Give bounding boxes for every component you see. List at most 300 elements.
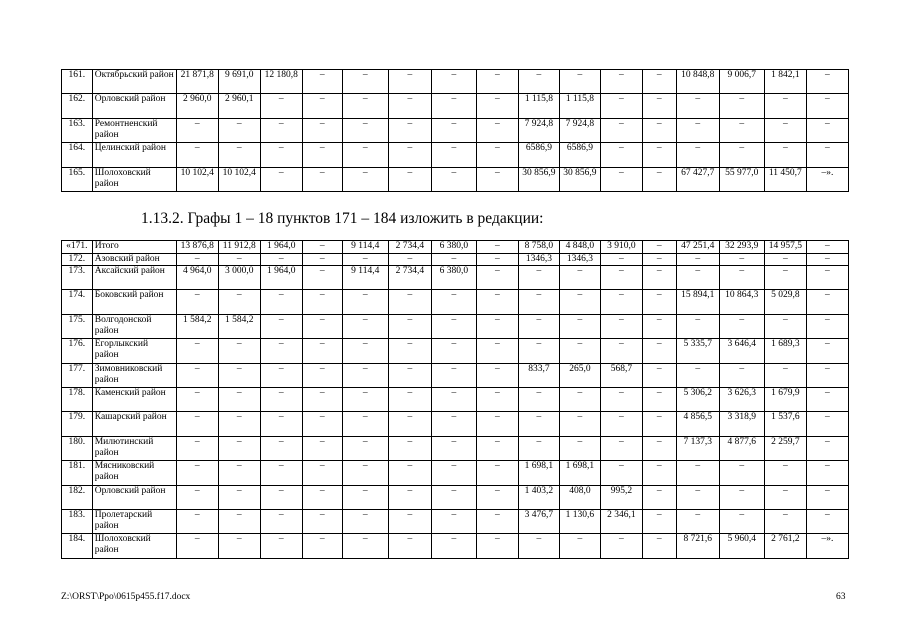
value-cell: – [388,363,431,387]
value-cell: – [764,94,806,118]
value-cell: – [559,266,600,290]
value-cell: – [302,290,342,314]
value-cell: – [302,118,342,142]
value-cell: – [302,412,342,436]
value-cell: 1 115,8 [518,94,559,118]
value-cell: – [388,339,431,363]
value-cell: 1 698,1 [518,461,559,485]
value-cell: – [642,461,676,485]
value-cell: 30 856,9 [518,167,559,191]
value-cell: – [342,314,388,338]
value-cell: 1 584,2 [218,314,260,338]
value-cell: – [218,387,260,411]
value-cell: – [642,253,676,266]
value-cell: – [260,143,302,167]
value-cell: – [388,253,431,266]
value-cell: – [642,509,676,533]
value-cell: – [302,436,342,460]
value-cell: – [806,314,848,338]
value-cell: – [176,118,218,142]
value-cell: – [218,509,260,533]
value-cell: – [388,509,431,533]
value-cell: – [342,253,388,266]
value-cell: 4 964,0 [176,266,218,290]
value-cell: – [218,436,260,460]
value-cell: – [806,70,848,94]
row-number: 184. [62,534,93,558]
table-row [62,118,849,142]
value-cell: – [388,70,431,94]
value-cell: 9 114,4 [342,266,388,290]
value-cell: – [600,290,642,314]
value-cell: – [431,461,476,485]
row-number: 174. [62,290,93,314]
value-cell: – [342,485,388,509]
value-cell: – [476,436,518,460]
value-cell: – [476,485,518,509]
value-cell: – [518,436,559,460]
value-cell: 8 721,6 [676,534,719,558]
value-cell: – [302,143,342,167]
district-name: Волгодонской район [92,314,176,338]
value-cell: – [806,290,848,314]
row-number: 175. [62,314,93,338]
value-cell: – [176,143,218,167]
value-cell: 1346,3 [559,253,600,266]
district-name: Орловский район [92,485,176,509]
value-cell: – [676,118,719,142]
district-name: Орловский район [92,94,176,118]
value-cell: – [218,253,260,266]
value-cell: – [642,387,676,411]
value-cell: 5 335,7 [676,339,719,363]
value-cell: 11 450,7 [764,167,806,191]
district-name: Ремонтненский район [92,118,176,142]
value-cell: – [431,253,476,266]
value-cell: – [218,534,260,558]
value-cell: 1 964,0 [260,266,302,290]
value-cell: – [806,485,848,509]
value-cell: 15 894,1 [676,290,719,314]
value-cell: – [676,461,719,485]
value-cell: – [218,339,260,363]
value-cell: 1 689,3 [764,339,806,363]
value-cell: – [559,339,600,363]
value-cell: – [642,534,676,558]
district-name: Шолоховский район [92,534,176,558]
value-cell: 2 960,1 [218,94,260,118]
table-row [62,412,849,436]
value-cell: 6586,9 [518,143,559,167]
district-name: Зимовниковский район [92,363,176,387]
value-cell: – [518,314,559,338]
value-cell: – [302,363,342,387]
value-cell: – [476,339,518,363]
value-cell: 10 102,4 [176,167,218,191]
value-cell: – [600,143,642,167]
value-cell: – [431,94,476,118]
value-cell: – [559,412,600,436]
value-cell: – [260,253,302,266]
value-cell: 13 876,8 [176,241,218,254]
value-cell: 1 584,2 [176,314,218,338]
value-cell: – [806,241,848,254]
value-cell: – [260,314,302,338]
table-row [62,485,849,509]
value-cell: – [476,387,518,411]
value-cell: 32 293,9 [719,241,764,254]
footer-file-path: Z:\ORST\Ppo\0615p455.f17.docx [61,592,191,602]
value-cell: – [388,118,431,142]
value-cell: – [431,143,476,167]
table-row [62,436,849,460]
value-cell: – [559,436,600,460]
district-name: Аксайский район [92,266,176,290]
district-name: Октябрьский район [92,70,176,94]
value-cell: – [476,70,518,94]
value-cell: – [218,290,260,314]
value-cell: 21 871,8 [176,70,218,94]
table-row [62,339,849,363]
value-cell: – [642,339,676,363]
value-cell: – [806,387,848,411]
value-cell: – [431,339,476,363]
district-name: Егорлыкский район [92,339,176,363]
value-cell: – [642,118,676,142]
value-cell: – [764,461,806,485]
value-cell: – [518,339,559,363]
budget-table-continued [61,69,849,192]
value-cell: 568,7 [600,363,642,387]
value-cell: – [559,534,600,558]
value-cell: 5 306,2 [676,387,719,411]
value-cell: – [388,412,431,436]
value-cell: – [260,290,302,314]
value-cell: 833,7 [518,363,559,387]
value-cell: – [600,314,642,338]
value-cell: – [388,167,431,191]
table-row [62,70,849,94]
value-cell: – [176,412,218,436]
value-cell: – [600,436,642,460]
value-cell: – [176,363,218,387]
value-cell: – [431,412,476,436]
value-cell: – [302,339,342,363]
value-cell: – [431,534,476,558]
value-cell: 6586,9 [559,143,600,167]
value-cell: – [218,143,260,167]
value-cell: – [518,70,559,94]
value-cell: – [476,509,518,533]
value-cell: 8 758,0 [518,241,559,254]
value-cell: – [764,266,806,290]
value-cell: 10 102,4 [218,167,260,191]
value-cell: – [642,290,676,314]
value-cell: – [600,412,642,436]
value-cell: – [676,509,719,533]
value-cell: 1 842,1 [764,70,806,94]
value-cell: – [176,509,218,533]
value-cell: – [764,485,806,509]
value-cell: – [476,314,518,338]
value-cell: – [764,314,806,338]
value-cell: 1 115,8 [559,94,600,118]
value-cell: 3 646,4 [719,339,764,363]
value-cell: – [642,241,676,254]
value-cell: – [642,266,676,290]
value-cell: – [719,143,764,167]
value-cell: – [642,143,676,167]
value-cell: – [806,339,848,363]
value-cell: – [518,266,559,290]
value-cell: – [431,70,476,94]
value-cell: 1 698,1 [559,461,600,485]
table-row [62,461,849,485]
value-cell: – [260,118,302,142]
value-cell: – [806,253,848,266]
value-cell: – [260,412,302,436]
value-cell: – [388,94,431,118]
value-cell: – [676,363,719,387]
page-number: 63 [836,592,846,602]
value-cell: 408,0 [559,485,600,509]
value-cell: 6 380,0 [431,266,476,290]
value-cell: – [764,118,806,142]
value-cell: 995,2 [600,485,642,509]
value-cell: 55 977,0 [719,167,764,191]
value-cell: – [559,290,600,314]
value-cell: – [388,485,431,509]
value-cell: – [260,436,302,460]
value-cell: 30 856,9 [559,167,600,191]
value-cell: –». [806,534,848,558]
value-cell: – [806,266,848,290]
value-cell: – [719,485,764,509]
value-cell: – [518,534,559,558]
row-number: 162. [62,94,93,118]
value-cell: – [476,167,518,191]
value-cell: – [260,387,302,411]
value-cell: – [719,461,764,485]
value-cell: – [176,485,218,509]
value-cell: – [176,387,218,411]
value-cell: – [388,436,431,460]
value-cell: – [260,363,302,387]
value-cell: – [476,363,518,387]
value-cell: – [302,241,342,254]
value-cell: – [176,534,218,558]
value-cell: – [764,253,806,266]
row-number: 161. [62,70,93,94]
value-cell: – [600,534,642,558]
value-cell: – [302,534,342,558]
value-cell: 9 114,4 [342,241,388,254]
value-cell: – [806,412,848,436]
value-cell: – [642,314,676,338]
value-cell: – [431,485,476,509]
value-cell: 1 130,6 [559,509,600,533]
value-cell: 3 318,9 [719,412,764,436]
value-cell: – [302,485,342,509]
value-cell: – [600,461,642,485]
value-cell: – [388,387,431,411]
value-cell: – [476,94,518,118]
value-cell: – [642,94,676,118]
value-cell: – [719,314,764,338]
value-cell: 1346,3 [518,253,559,266]
value-cell: – [676,485,719,509]
value-cell: – [476,290,518,314]
value-cell: 10 848,8 [676,70,719,94]
value-cell: – [642,412,676,436]
value-cell: – [719,363,764,387]
row-number: 180. [62,436,93,460]
value-cell: – [642,167,676,191]
value-cell: 265,0 [559,363,600,387]
value-cell: – [719,118,764,142]
value-cell: – [676,94,719,118]
value-cell: – [600,118,642,142]
value-cell: – [302,167,342,191]
value-cell: – [218,412,260,436]
value-cell: 5 960,4 [719,534,764,558]
row-number: «171. [62,241,93,254]
value-cell: – [476,143,518,167]
value-cell: 10 864,3 [719,290,764,314]
value-cell: 2 960,0 [176,94,218,118]
value-cell: – [518,387,559,411]
value-cell: 4 848,0 [559,241,600,254]
value-cell: – [676,314,719,338]
value-cell: 3 910,0 [600,241,642,254]
value-cell: – [302,461,342,485]
table-row [62,266,849,290]
district-name: Целинский район [92,143,176,167]
value-cell: – [806,118,848,142]
value-cell: – [476,461,518,485]
value-cell: – [342,412,388,436]
value-cell: – [342,94,388,118]
value-cell: – [342,143,388,167]
value-cell: – [559,70,600,94]
value-cell: – [719,509,764,533]
value-cell: 5 029,8 [764,290,806,314]
value-cell: – [342,339,388,363]
value-cell: – [342,509,388,533]
district-name: Каменский район [92,387,176,411]
value-cell: – [676,253,719,266]
value-cell: 2 346,1 [600,509,642,533]
value-cell: – [388,534,431,558]
value-cell: – [342,290,388,314]
district-name: Пролетарский район [92,509,176,533]
row-number: 179. [62,412,93,436]
row-number: 183. [62,509,93,533]
value-cell: – [218,363,260,387]
row-number: 178. [62,387,93,411]
value-cell: 3 476,7 [518,509,559,533]
value-cell: – [518,412,559,436]
value-cell: – [388,461,431,485]
value-cell: – [476,266,518,290]
value-cell: – [176,290,218,314]
value-cell: 1 964,0 [260,241,302,254]
value-cell: – [764,363,806,387]
value-cell: – [218,485,260,509]
value-cell: – [342,534,388,558]
value-cell: – [806,436,848,460]
value-cell: – [431,290,476,314]
row-number: 163. [62,118,93,142]
district-name: Милютинский район [92,436,176,460]
value-cell: – [431,436,476,460]
value-cell: – [176,461,218,485]
value-cell: – [559,314,600,338]
value-cell: – [518,290,559,314]
value-cell: – [342,70,388,94]
value-cell: – [806,143,848,167]
row-number: 177. [62,363,93,387]
value-cell: – [806,509,848,533]
value-cell: – [302,387,342,411]
value-cell: – [176,436,218,460]
value-cell: – [388,290,431,314]
value-cell: 9 006,7 [719,70,764,94]
value-cell: – [600,339,642,363]
value-cell: – [642,363,676,387]
table-row [62,253,849,266]
value-cell: – [302,253,342,266]
budget-table-revised [61,240,849,559]
value-cell: – [260,534,302,558]
table-row [62,314,849,338]
value-cell: – [476,118,518,142]
district-name: Итого [92,241,176,254]
district-name: Мясниковский район [92,461,176,485]
value-cell: 2 734,4 [388,241,431,254]
row-number: 176. [62,339,93,363]
value-cell: – [342,363,388,387]
value-cell: 4 856,5 [676,412,719,436]
value-cell: – [764,509,806,533]
value-cell: – [342,436,388,460]
value-cell: – [431,167,476,191]
value-cell: – [342,167,388,191]
value-cell: – [642,436,676,460]
table-row [62,387,849,411]
value-cell: – [600,70,642,94]
value-cell: – [302,70,342,94]
value-cell: 1 403,2 [518,485,559,509]
value-cell: 1 679,9 [764,387,806,411]
row-number: 173. [62,266,93,290]
value-cell: – [218,461,260,485]
district-name: Шолоховский район [92,167,176,191]
value-cell: – [388,143,431,167]
value-cell: – [476,534,518,558]
value-cell: – [642,485,676,509]
row-number: 182. [62,485,93,509]
value-cell: – [476,253,518,266]
section-heading: 1.13.2. Графы 1 – 18 пунктов 171 – 184 изложить в редакции: [141,210,544,227]
value-cell: 3 000,0 [218,266,260,290]
value-cell: – [260,461,302,485]
value-cell: 2 734,4 [388,266,431,290]
value-cell: – [719,266,764,290]
value-cell: – [388,314,431,338]
value-cell: – [176,253,218,266]
value-cell: – [218,118,260,142]
